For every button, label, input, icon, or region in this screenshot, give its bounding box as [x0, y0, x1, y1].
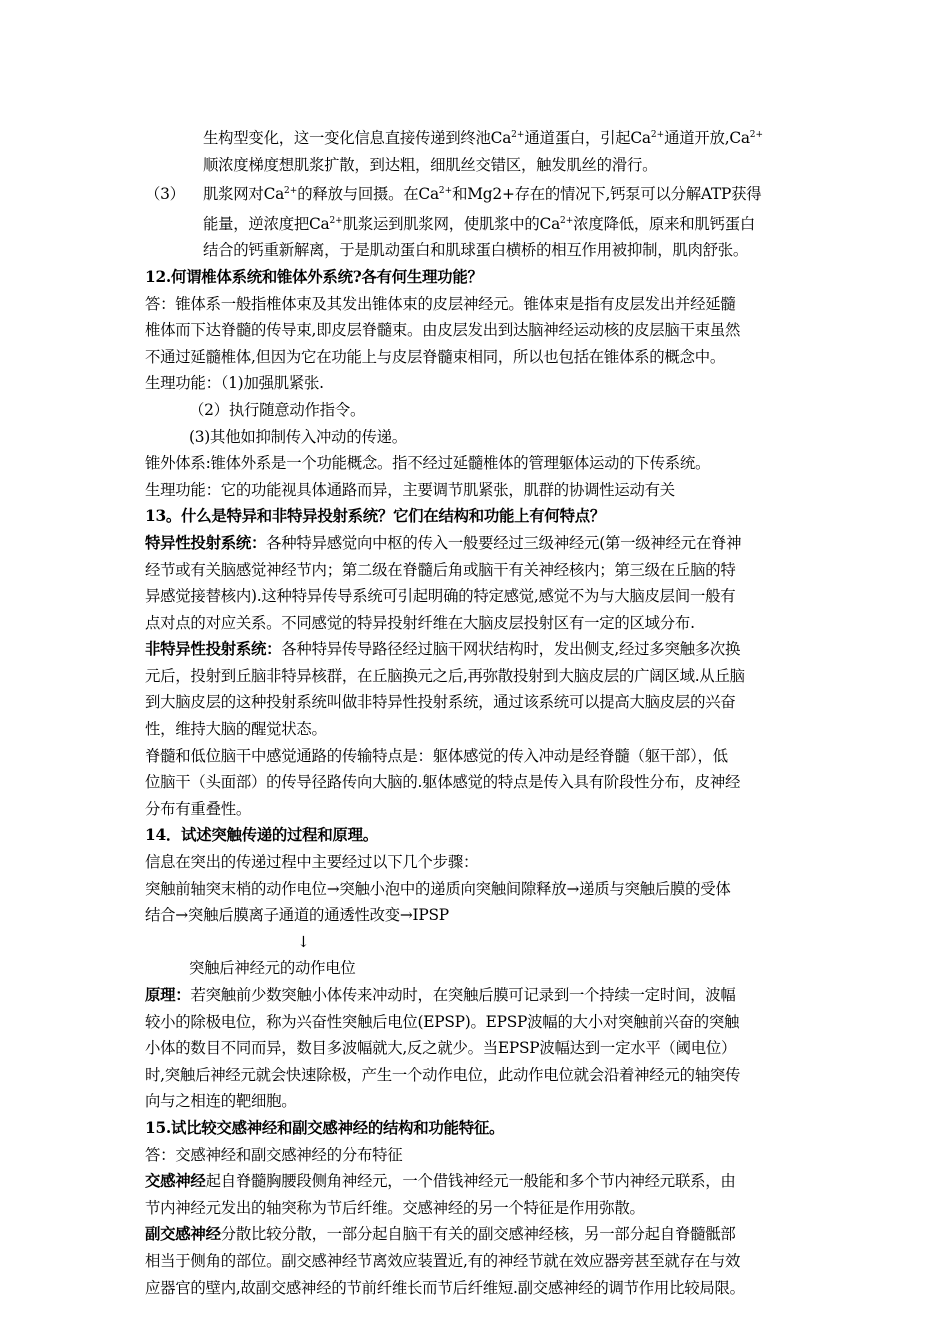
- text-line: 能量，逆浓度把$Ca^{2+}$肌浆运到肌浆网，使肌浆中的$Ca^{2+}$浓度降低，原来和肌钙蛋白: [203, 214, 755, 233]
- text-line: 相当于侧角的部位。副交感神经节离效应装置近,有的神经节就在效应器旁甚至就存在与效: [145, 1251, 741, 1270]
- text-line: (3)其他如抑制传入冲动的传递。: [189, 427, 407, 446]
- text-line: 结合→突触后膜离子通道的通透性改变→IPSP: [145, 906, 449, 925]
- text-line: 经节或有关脑感觉神经节内；第二级在脊髓后角或脑干有关神经核内；第三级在丘脑的特: [145, 560, 736, 579]
- text-line: 不通过延髓椎体,但因为它在功能上与皮层脊髓束相同，所以也包括在锥体系的概念中。: [145, 347, 725, 366]
- text-line: 到大脑皮层的这种投射系统叫做非特异性投射系统，通过该系统可以提高大脑皮层的兴奋: [145, 693, 736, 712]
- text-line: 副交感神经分散比较分散，一部分起自脑干有关的副交感神经核，另一部分起自脊髓骶部: [145, 1225, 736, 1244]
- text-line: 原理：若突触前少数突触小体传来冲动时，在突触后膜可记录到一个持续一定时间，波幅: [145, 986, 736, 1004]
- text-line: 生理功能：它的功能视具体通路而异，主要调节肌紧张，肌群的协调性运动有关: [145, 480, 675, 499]
- text-line: 答：锥体系一般指椎体束及其发出锥体束的皮层神经元。锥体束是指有皮层发出并经延髓: [145, 294, 736, 313]
- document-page: [145, 122, 808, 1301]
- text-line: 交感神经起自脊髓胸腰段侧角神经元，一个借钱神经元一般能和多个节内神经元联系，由: [145, 1172, 736, 1191]
- text-line: 性，维持大脑的醒觉状态。: [145, 720, 327, 739]
- text-line: 分布有重叠性。: [145, 799, 251, 818]
- question-12-heading: 12.何谓椎体系统和锥体外系统?各有何生理功能？: [145, 267, 483, 286]
- text-line: 时,突触后神经元就会快速除极，产生一个动作电位，此动作电位就会沿着神经元的轴突传: [145, 1065, 741, 1084]
- text-line: 信息在突出的传递过程中主要经过以下几个步骤：: [145, 853, 479, 872]
- question-14-heading: 14．试述突触传递的过程和原理。: [145, 826, 378, 845]
- text-line: 锥外体系:锥体外系是一个功能概念。指不经过延髓椎体的管理躯体运动的下传系统。: [145, 454, 711, 473]
- text-line: 点对点的对应关系。不同感觉的特异投射纤维在大脑皮层投射区有一定的区域分布.: [145, 613, 695, 632]
- text-line: 椎体而下达脊髓的传导束,即皮层脊髓束。由皮层发出到达脑神经运动核的皮层脑干束虽然: [145, 321, 741, 340]
- text-line: 突触前轴突末梢的动作电位→突触小泡中的递质向突触间隙释放→递质与突触后膜的受体: [145, 879, 731, 898]
- text-line: 生构型变化，这一变化信息直接传递到终池$Ca^{2+}$通道蛋白，引起$Ca^{2+}$通道开放$,Ca^{2+}$: [203, 129, 764, 147]
- text-line: 应器官的壁内,故副交感神经的节前纤维长而节后纤维短.副交感神经的调节作用比较局限。: [145, 1278, 745, 1297]
- text-line: 顺浓度梯度想肌浆扩散，到达粗，细肌丝交错区，触发肌丝的滑行。: [203, 155, 658, 174]
- text-line: 答：交感神经和副交感神经的分布特征: [145, 1145, 403, 1164]
- text-line: 突触后神经元的动作电位: [189, 959, 356, 978]
- text-line: （2）执行随意动作指令。: [189, 400, 366, 419]
- down-arrow-icon: ↓: [297, 932, 310, 951]
- text-line: 元后，投射到丘脑非特异核群，在丘脑换元之后,再弥散投射到大脑皮层的广阔区域.从丘脑: [145, 666, 745, 685]
- text-line: 非特异性投射系统：各种特异传导路径经过脑干网状结构时，发出侧支,经过多突触多次换: [145, 640, 741, 659]
- text-line: 异感觉接替核内).这种特异传导系统可引起明确的特定感觉,感觉不为与大脑皮层间一般有: [145, 587, 736, 606]
- question-15-heading: 15.试比较交感神经和副交感神经的结构和功能特征。: [145, 1118, 505, 1137]
- text-line: 生理功能：（1)加强肌紧张.: [145, 374, 324, 393]
- question-13-heading: 13。什么是特异和非特异投射系统？它们在结构和功能上有何特点？: [145, 507, 605, 526]
- list-item-3: （3） 肌浆网对$Ca^{2+}$的释放与回摄。在$Ca^{2+}$和Mg2+存在的情况下,钙泵可以分解ATP获得: [145, 185, 762, 204]
- text-line: 小体的数目不同而异，数目多波幅就大,反之就少。当EPSP波幅达到一定水平（阈电位）: [145, 1039, 737, 1058]
- text-line: 节内神经元发出的轴突称为节后纤维。交感神经的另一个特征是作用弥散。: [145, 1198, 645, 1217]
- text-line: 特异性投射系统：各种特异感觉向中枢的传入一般要经过三级神经元(第一级神经元在脊神: [145, 533, 742, 552]
- text-line: 向与之相连的靶细胞。: [145, 1092, 297, 1111]
- text-line: 结合的钙重新解离，于是肌动蛋白和肌球蛋白横桥的相互作用被抑制，肌肉舒张。: [203, 241, 749, 260]
- text-line: 脊髓和低位脑干中感觉通路的传输特点是：躯体感觉的传入冲动是经脊髓（躯干部），低: [145, 746, 728, 765]
- text-line: 位脑干（头面部）的传导径路传向大脑的.躯体感觉的特点是传入具有阶段性分布，皮神经: [145, 773, 741, 792]
- text-line: 较小的除极电位，称为兴奋性突触后电位(EPSP)。EPSP波幅的大小对突触前兴奋的突触: [145, 1012, 740, 1031]
